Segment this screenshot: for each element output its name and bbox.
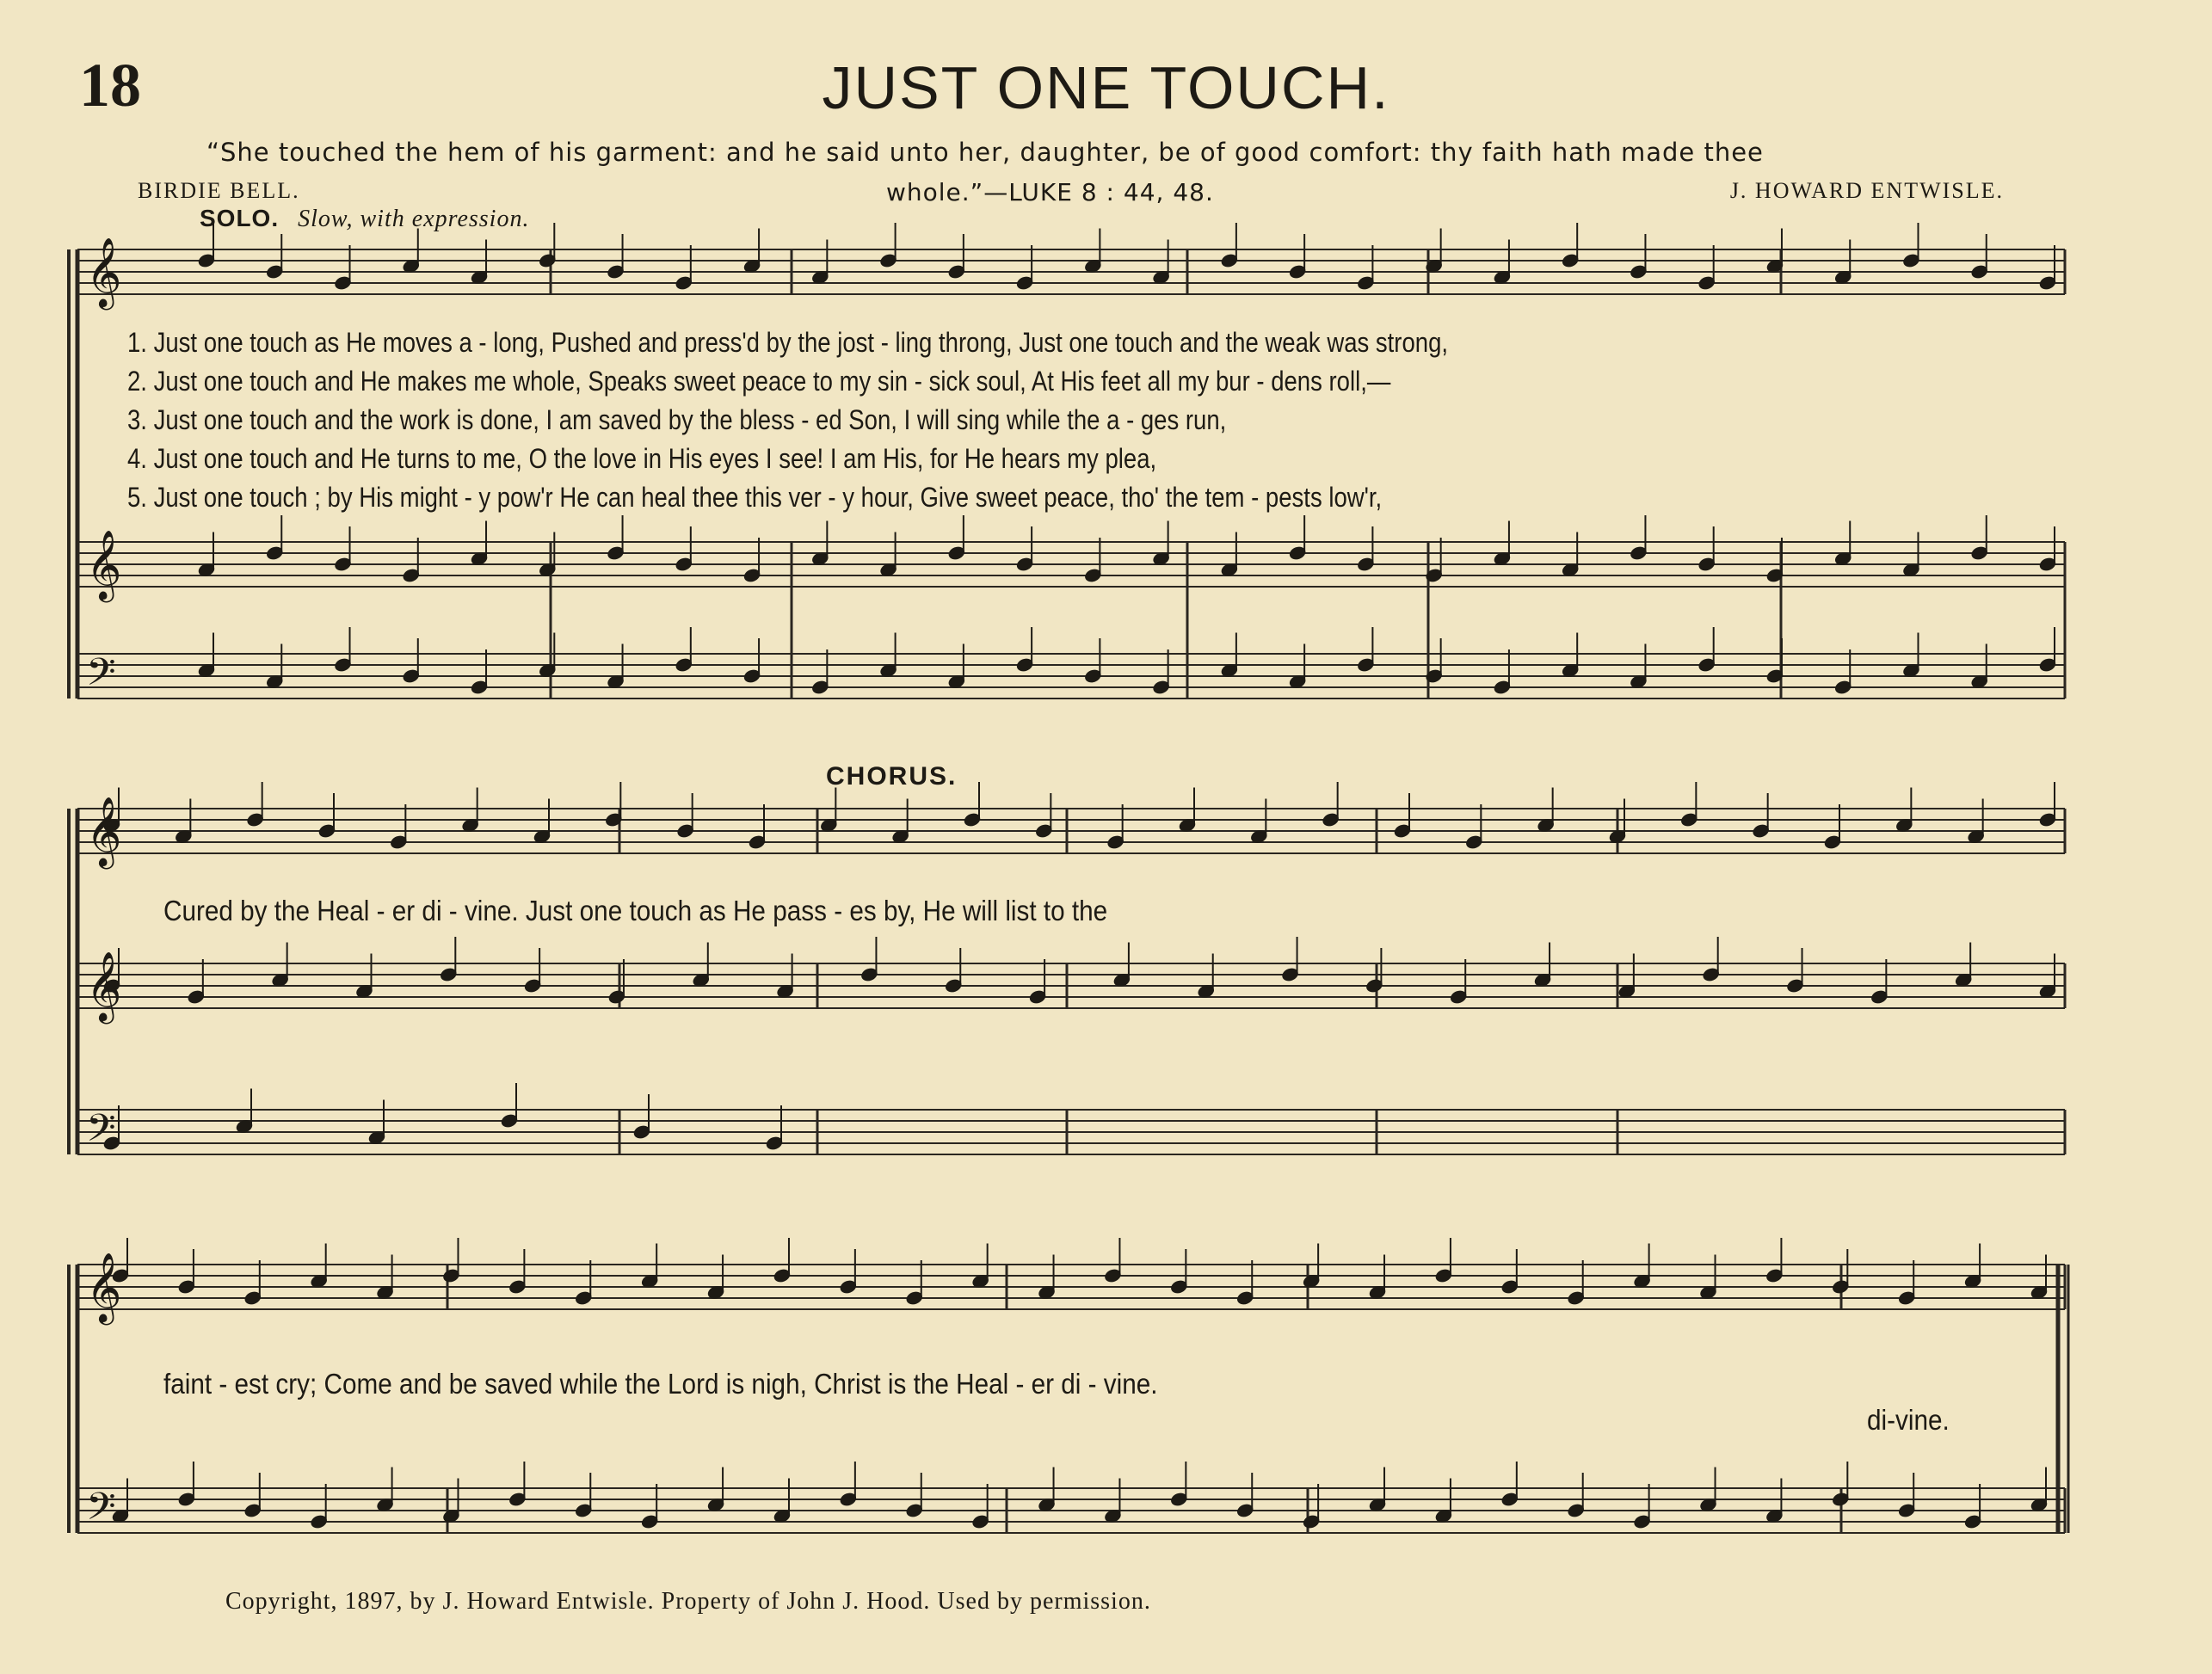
page-number: 18 bbox=[79, 51, 141, 120]
verse-line: 2. Just one touch and He makes me whole, Speaks sweet peace to my sin - sick soul, At His feet all my bur - dens roll,— bbox=[127, 366, 1391, 397]
clef-symbol: 𝄢 bbox=[86, 1105, 116, 1160]
epigraph-line-1: “She touched the hem of his garment: and he said unto her, daughter, be of good comfort: thy faith hath made thee bbox=[206, 138, 1764, 167]
verse-line: 4. Just one touch and He turns to me, O the love in His eyes I see! I am His, for He hears my plea, bbox=[127, 443, 1157, 474]
chorus-label: CHORUS. bbox=[826, 762, 958, 791]
lyrics-system-3: faint - est cry; Come and be saved while the Lord is nigh, Christ is the Heal - er di - vine. bbox=[163, 1368, 1158, 1400]
composer-credit: J. HOWARD ENTWISLE. bbox=[1729, 178, 2004, 203]
copyright-notice: Copyright, 1897, by J. Howard Entwisle. Property of John J. Hood. Used by permission. bbox=[225, 1588, 1151, 1615]
clef-symbol: 𝄢 bbox=[86, 649, 116, 704]
lyricist-credit: BIRDIE BELL. bbox=[138, 178, 300, 203]
tempo-marking: Slow, with expression. bbox=[298, 206, 530, 232]
clef-symbol: 𝄞 bbox=[86, 796, 122, 866]
verse-line: 5. Just one touch ; by His might - y pow'r He can heal thee this ver - y hour, Give sweet peace, tho' the tem - pests low'r, bbox=[127, 482, 1383, 513]
clef-symbol: 𝄢 bbox=[86, 1484, 116, 1538]
clef-symbol: 𝄞 bbox=[86, 1252, 122, 1322]
lyrics-echo: di-vine. bbox=[1867, 1404, 1950, 1436]
clef-symbol: 𝄞 bbox=[86, 237, 122, 307]
verse-line: 3. Just one touch and the work is done, I am saved by the bless - ed Son, I will sing while the a - ges run, bbox=[127, 404, 1227, 435]
hymn-title: JUST ONE TOUCH. bbox=[822, 54, 1390, 121]
clef-symbol: 𝄞 bbox=[86, 529, 122, 600]
lyrics-system-2: Cured by the Heal - er di - vine. Just one touch as He pass - es by, He will list to the bbox=[163, 895, 1108, 926]
verse-line: 1. Just one touch as He moves a - long, Pushed and press'd by the jost - ling throng, Just one touch and the weak was strong, bbox=[127, 327, 1449, 358]
clef-symbol: 𝄞 bbox=[86, 951, 122, 1021]
epigraph-line-2: whole.”—LUKE 8 : 44, 48. bbox=[886, 178, 1214, 206]
part-label: SOLO. bbox=[200, 205, 280, 231]
